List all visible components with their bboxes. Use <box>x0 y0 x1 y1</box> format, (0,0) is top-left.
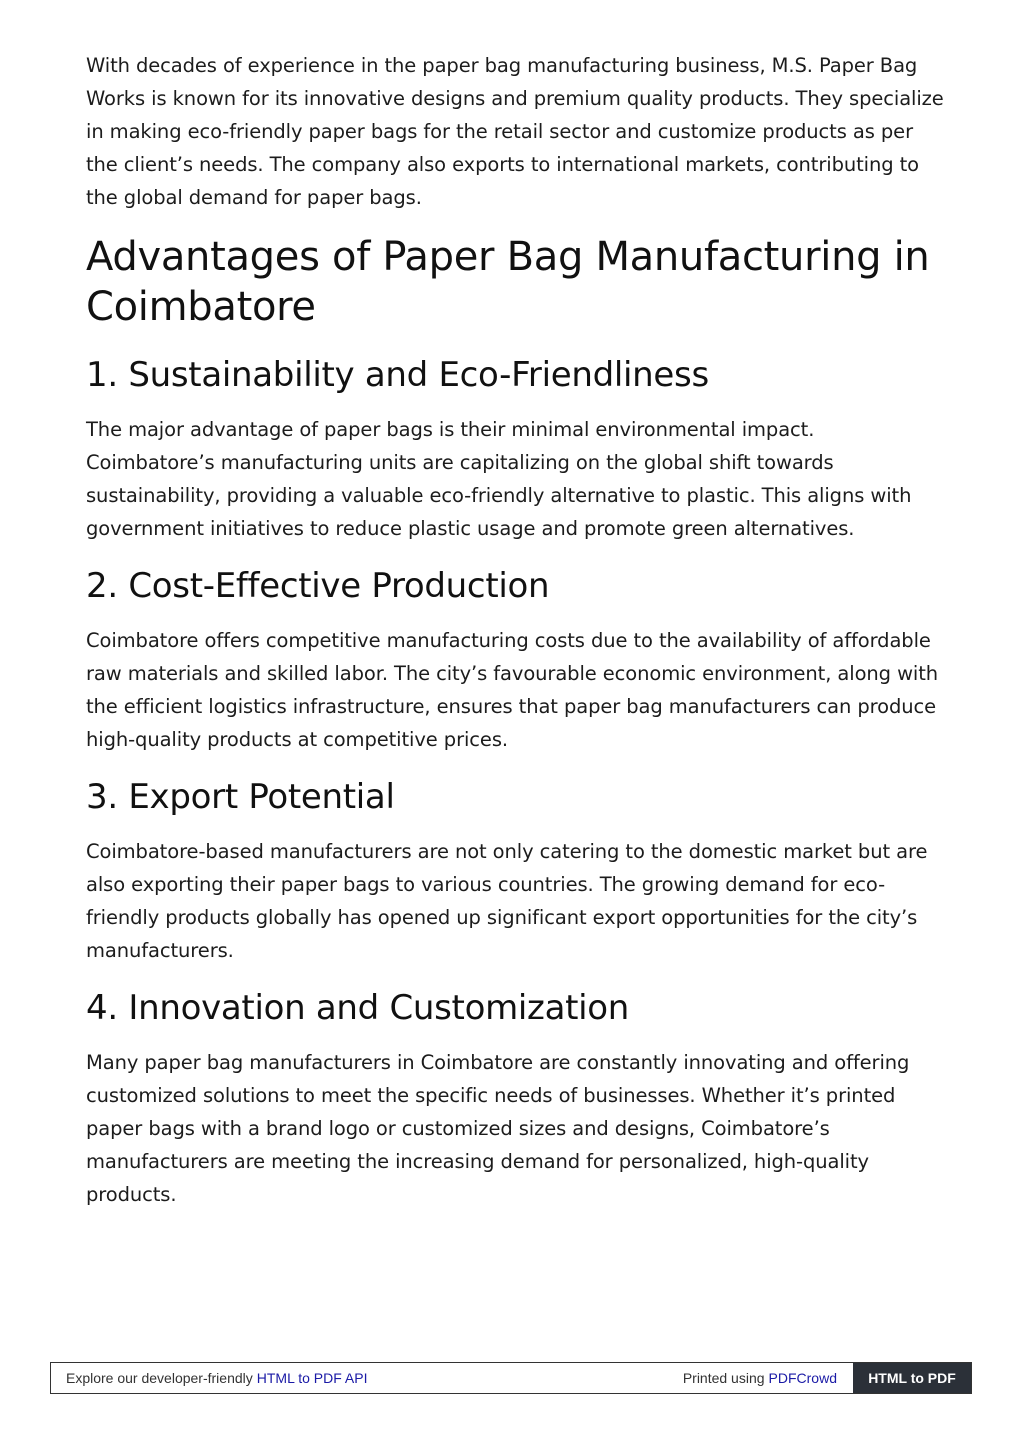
pdfcrowd-footer <box>50 1362 972 1394</box>
html-to-pdf-button[interactable]: HTML to PDF <box>853 1363 971 1393</box>
section-heading-cost: 2. Cost-Effective Production <box>86 566 550 606</box>
section-body-cost: Coimbatore offers competitive manufacturing costs due to the availability of affordable raw materials and skilled labor. The city’s favourable economic environment, along with the efficient logistics infrastructure, ensures that paper bag manufacturers can produce high-quality products at competitive prices. <box>86 629 939 751</box>
intro-paragraph: With decades of experience in the paper bag manufacturing business, M.S. Paper Bag Works is known for its innovative designs and premium quality products. They specialize in making eco-friendly paper bags for the retail sector and customize products as per the client’s needs. The company also exports to international markets, contributing to the global demand for paper bags. <box>86 54 944 209</box>
footer-left <box>51 1363 683 1393</box>
footer-mid-text: Printed using <box>682 1370 765 1386</box>
article-content <box>86 49 946 1211</box>
section-heading-export: 3. Export Potential <box>86 777 395 817</box>
section-heading-innovation: 4. Innovation and Customization <box>86 988 630 1028</box>
pdfcrowd-link[interactable]: PDFCrowd <box>768 1370 837 1386</box>
html-to-pdf-api-link[interactable]: HTML to PDF API <box>256 1370 368 1386</box>
footer-left-text: Explore our developer-friendly <box>66 1370 253 1386</box>
section-body-export: Coimbatore-based manufacturers are not only catering to the domestic market but are also exporting their paper bags to various countries. The growing demand for eco-friendly products globally has opened up significant export opportunities for the city’s manufacturers. <box>86 840 928 962</box>
main-heading: Advantages of Paper Bag Manufacturing in Coimbatore <box>86 234 930 330</box>
section-body-sustainability: The major advantage of paper bags is their minimal environmental impact. Coimbatore’s manufacturing units are capitalizing on the global shift towards sustainability, providing a valuable eco-friendly alternative to plastic. This aligns with government initiatives to reduce plastic usage and promote green alternatives. <box>86 418 912 540</box>
footer-printed-using <box>683 1363 853 1393</box>
section-heading-sustainability: 1. Sustainability and Eco-Friendliness <box>86 355 709 395</box>
section-body-innovation: Many paper bag manufacturers in Coimbatore are constantly innovating and offering customized solutions to meet the specific needs of businesses. Whether it’s printed paper bags with a brand logo or customized sizes and designs, Coimbatore’s manufacturers are meeting the increasing demand for personalized, high-quality products. <box>86 1051 910 1206</box>
